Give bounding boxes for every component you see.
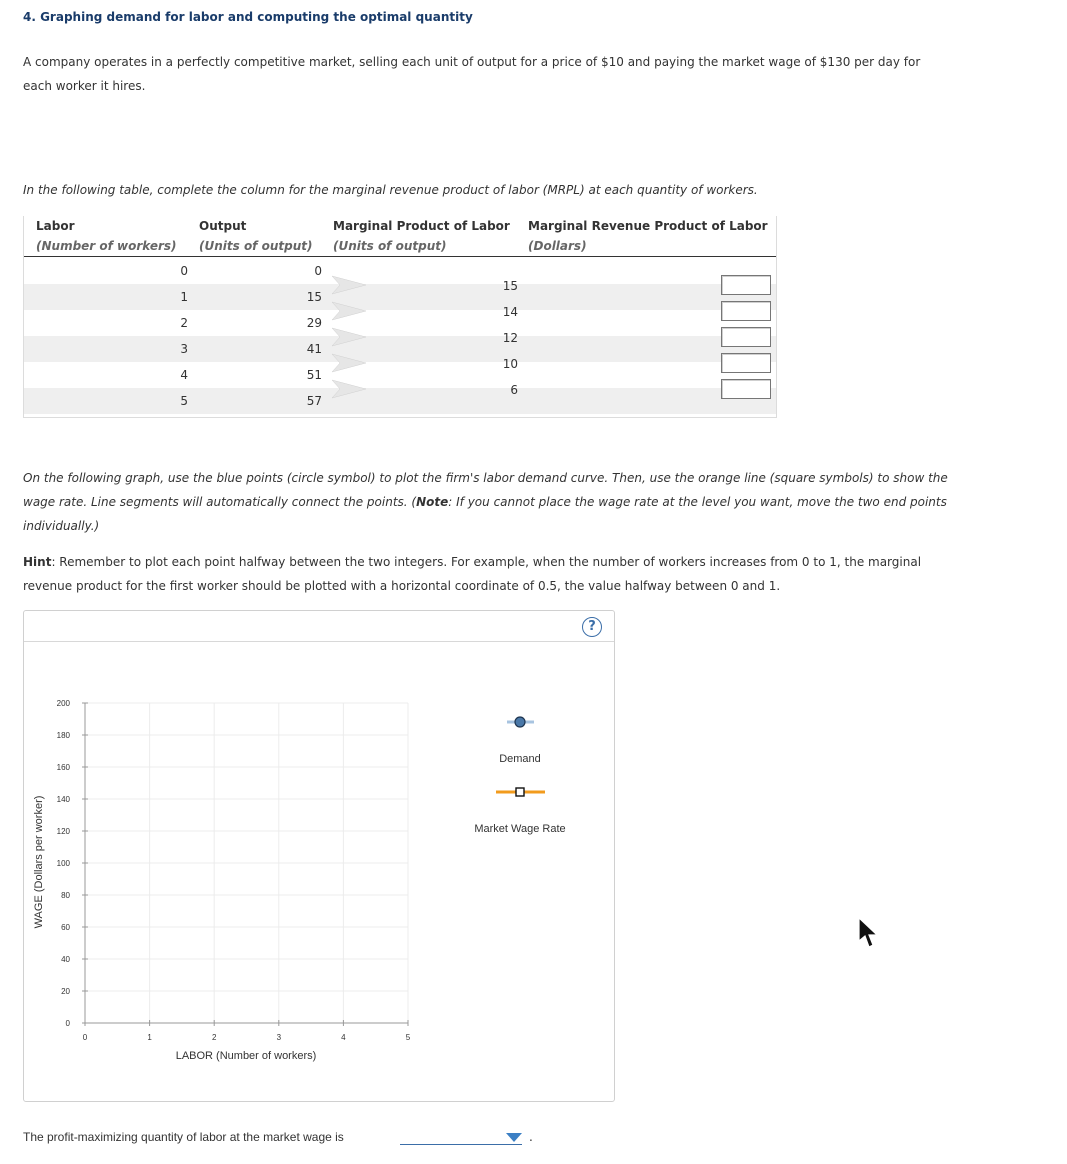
y-tick-label: 20 [61, 987, 70, 996]
y-tick-label: 120 [56, 827, 70, 836]
mpl-header [333, 216, 510, 256]
output-header [199, 216, 312, 256]
mpl-value: 15 [502, 279, 518, 293]
x-tick-label: 2 [211, 1033, 217, 1042]
y-ticks [57, 699, 88, 1028]
table-row [24, 284, 776, 310]
hint-label: Hint [23, 555, 52, 569]
y-axis-label: WAGE (Dollars per worker) [33, 795, 45, 929]
square-icon[interactable] [516, 788, 524, 796]
labor-cell: 4 [180, 368, 188, 382]
labor-cell: 3 [180, 342, 188, 356]
mpl-header-title: Marginal Product of Labor [333, 219, 510, 233]
mpl-header-unit: (Units of output) [333, 239, 447, 253]
output-header-unit: (Units of output) [199, 239, 313, 253]
graph-instruction-text: On the following graph, use the blue points (circle symbol) to plot the firm's labor demand curve. Then, use the orange line (square symbols) to show the wage rate. Line segments will automatically connect the points. ( [23, 471, 948, 509]
x-tick-label: 4 [341, 1033, 346, 1042]
labor-header [36, 216, 177, 256]
chevron-right-icon [332, 326, 366, 348]
graph-instruction-text-2: : If you cannot place the wage rate at the level you want, move the two end points individually.) [23, 495, 947, 533]
table-row [24, 336, 776, 362]
wage-legend-label: Market Wage Rate [474, 823, 566, 835]
hint-text: : Remember to plot each point halfway between the two integers. For example, when the number of workers increases from 0 to 1, the marginal revenue product for the first worker should be plotted with a horizontal coordinate of 0.5, the value halfway between 0 and 1. [23, 555, 922, 593]
y-tick-label: 40 [61, 955, 70, 964]
grid [85, 703, 408, 1023]
output-cell: 0 [314, 264, 322, 278]
labor-cell: 1 [180, 290, 188, 304]
y-tick-label: 80 [61, 891, 70, 900]
mpl-value: 12 [502, 331, 518, 345]
table-row [24, 310, 776, 336]
labor-cell: 0 [180, 264, 188, 278]
labor-cell: 2 [180, 316, 188, 330]
table-row [24, 388, 776, 414]
mrpl-header [528, 216, 768, 256]
y-tick-label: 160 [56, 763, 70, 772]
x-tick-label: 5 [405, 1033, 411, 1042]
graph-panel [23, 610, 615, 1102]
output-cell: 57 [306, 394, 322, 408]
output-cell: 15 [306, 290, 322, 304]
mrpl-input[interactable] [721, 379, 771, 399]
demand-tool[interactable] [499, 717, 541, 765]
graph-instruction [23, 466, 953, 538]
mrpl-header-unit: (Dollars) [528, 239, 587, 253]
mpl-value: 10 [502, 357, 518, 371]
labor-graph[interactable] [24, 611, 614, 1101]
chevron-right-icon [332, 274, 366, 296]
labor-header-title: Labor [36, 219, 75, 233]
mpl-value: 14 [502, 305, 518, 319]
mrpl-input[interactable] [721, 301, 771, 321]
chevron-right-icon [332, 300, 366, 322]
mrpl-input[interactable] [721, 327, 771, 347]
table-instruction: In the following table, complete the column for the marginal revenue product of labor (MRPL) at each quantity of workers. [23, 183, 758, 197]
mpl-value: 6 [510, 383, 518, 397]
output-header-title: Output [199, 219, 247, 233]
question-title: 4. Graphing demand for labor and computing the optimal quantity [23, 10, 473, 24]
intro-paragraph: A company operates in a perfectly competitive market, selling each unit of output for a price of $10 and paying the market wage of $130 per day for each worker it hires. [23, 55, 921, 93]
hint-paragraph [23, 550, 953, 598]
chevron-right-icon [332, 352, 366, 374]
y-tick-label: 60 [61, 923, 70, 932]
x-tick-label: 1 [147, 1033, 152, 1042]
help-icon[interactable]: ? [582, 617, 602, 637]
note-label: Note [416, 495, 449, 509]
output-cell: 41 [306, 342, 322, 356]
demand-legend-label: Demand [499, 753, 541, 765]
mrpl-header-title: Marginal Revenue Product of Labor [528, 219, 768, 233]
labor-quantity-dropdown[interactable] [400, 1128, 522, 1145]
output-cell: 51 [306, 368, 322, 382]
answer-period: . [529, 1130, 533, 1144]
mrpl-input[interactable] [721, 275, 771, 295]
table-row [24, 258, 776, 284]
circle-icon[interactable] [515, 717, 525, 727]
y-tick-label: 0 [65, 1019, 70, 1028]
labor-cell: 5 [180, 394, 188, 408]
chevron-right-icon [332, 378, 366, 400]
y-tick-label: 180 [56, 731, 70, 740]
x-axis-label: LABOR (Number of workers) [175, 1050, 317, 1062]
header-divider [24, 256, 776, 257]
output-cell: 29 [306, 316, 322, 330]
x-tick-label: 0 [82, 1033, 88, 1042]
caret-down-icon [506, 1133, 522, 1142]
mrpl-table [23, 216, 777, 418]
y-tick-label: 100 [56, 859, 70, 868]
y-tick-label: 140 [56, 795, 70, 804]
cursor-icon [858, 917, 878, 949]
x-tick-label: 3 [276, 1033, 282, 1042]
mrpl-input[interactable] [721, 353, 771, 373]
market-wage-tool[interactable] [474, 788, 565, 835]
answer-prompt: The profit-maximizing quantity of labor at the market wage is [23, 1130, 344, 1144]
labor-header-unit: (Number of workers) [36, 239, 177, 253]
y-tick-label: 200 [56, 699, 70, 708]
table-row [24, 362, 776, 388]
